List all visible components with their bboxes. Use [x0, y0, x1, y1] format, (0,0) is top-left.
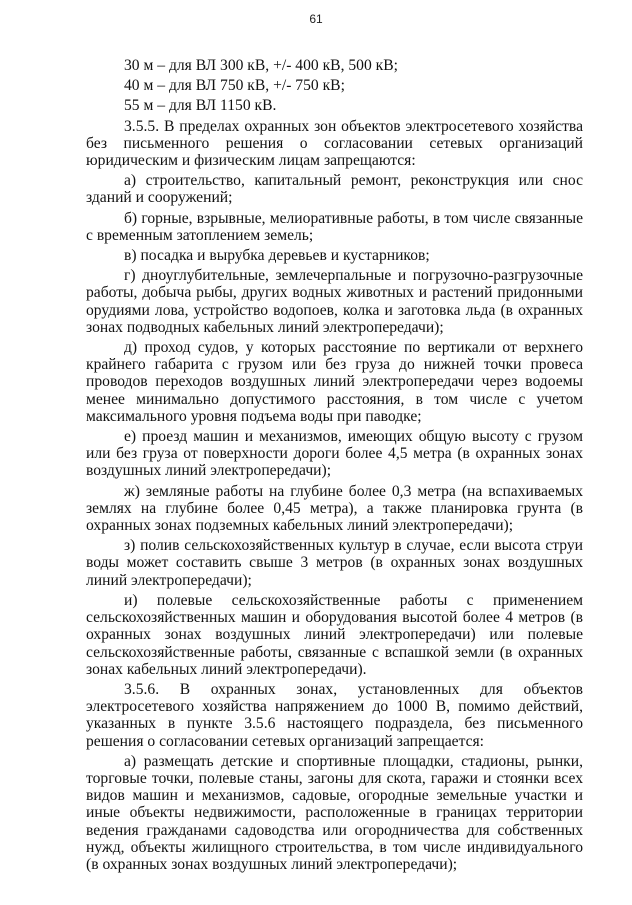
- paragraph: 55 м – для ВЛ 1150 кВ.: [124, 97, 277, 115]
- paragraph: 40 м – для ВЛ 750 кВ, +/- 750 кВ;: [124, 77, 345, 95]
- list-item-g: г) дноуглубительные, землечерпальные и погрузочно-разгрузочные работы, добыча рыбы, других водных животных и растений придонными орудиями лова, устройство водопоев, колка и заготовка льда (в охранных зонах подводных кабельных линий электропередачи);: [86, 267, 583, 336]
- document-body: [86, 57, 583, 876]
- section-paragraph-3-5-6: 3.5.6. В охранных зонах, установленных для объектов электросетевого хозяйства напряжением до 1000 В, помимо действий, указанных в пункте 3.5.6 настоящего подраздела, без письменного решения о согласовании сетевых организаций запрещается:: [86, 680, 583, 750]
- list-item-d: д) проход судов, у которых расстояние по вертикали от верхнего крайнего габарита с грузом или без груза до нижней точки провеса проводов переходов воздушных линий электропередачи через водоемы менее минимально допустимого расстояния, в том числе с учетом максимального уровня подъема воды при паводке;: [86, 339, 583, 425]
- list-item-z: з) полив сельскохозяйственных культур в случае, если высота струи воды может составить свыше 3 метров (в охранных зонах воздушных линий электропередачи);: [86, 537, 583, 589]
- list-item-e: е) проезд машин и механизмов, имеющих общую высоту с грузом или без груза от поверхности дороги более 4,5 метра (в охранных зонах воздушных линий электропередачи);: [86, 428, 583, 480]
- list-item-zh: ж) земляные работы на глубине более 0,3 метра (на вспахиваемых землях на глубине более 0,45 метра), а также планировка грунта (в охранных зонах подземных кабельных линий электропередачи);: [86, 482, 583, 535]
- page-number: 61: [309, 12, 323, 26]
- paragraph: 30 м – для ВЛ 300 кВ, +/- 400 кВ, 500 кВ;: [124, 57, 398, 74]
- list-item-i: и) полевые сельскохозяйственные работы с применением сельскохозяйственных машин и оборудования высотой более 4 метров (в охранных зонах воздушных линий электропередачи) или полевые сельскохозяйственные работы, связанные с вспашкой земли (в охранных зонах кабельных линий электропередачи).: [86, 591, 583, 678]
- list-item-a-2: а) размещать детские и спортивные площадки, стадионы, рынки, торговые точки, полевые станы, загоны для скота, гаражи и стоянки всех видов машин и механизмов, садовые, огородные земельные участки и иные объекты недвижимости, расположенные в границах территории ведения гражданами садоводства или огородничества для собственных нужд, объекты жилищного строительства, в том числе индивидуального (в охранных зонах воздушных линий электропередачи);: [86, 752, 583, 873]
- section-paragraph-3-5-5: 3.5.5. В пределах охранных зон объектов электросетевого хозяйства без письменного решения о согласовании сетевых организаций юридическим и физическим лицам запрещаются:: [86, 117, 583, 170]
- list-item-v: в) посадка и вырубка деревьев и кустарников;: [124, 247, 430, 265]
- list-item-a: а) строительство, капитальный ремонт, реконструкция или снос зданий и сооружений;: [86, 172, 583, 207]
- list-item-b: б) горные, взрывные, мелиоративные работы, в том числе связанные с временным затоплением земель;: [86, 209, 583, 244]
